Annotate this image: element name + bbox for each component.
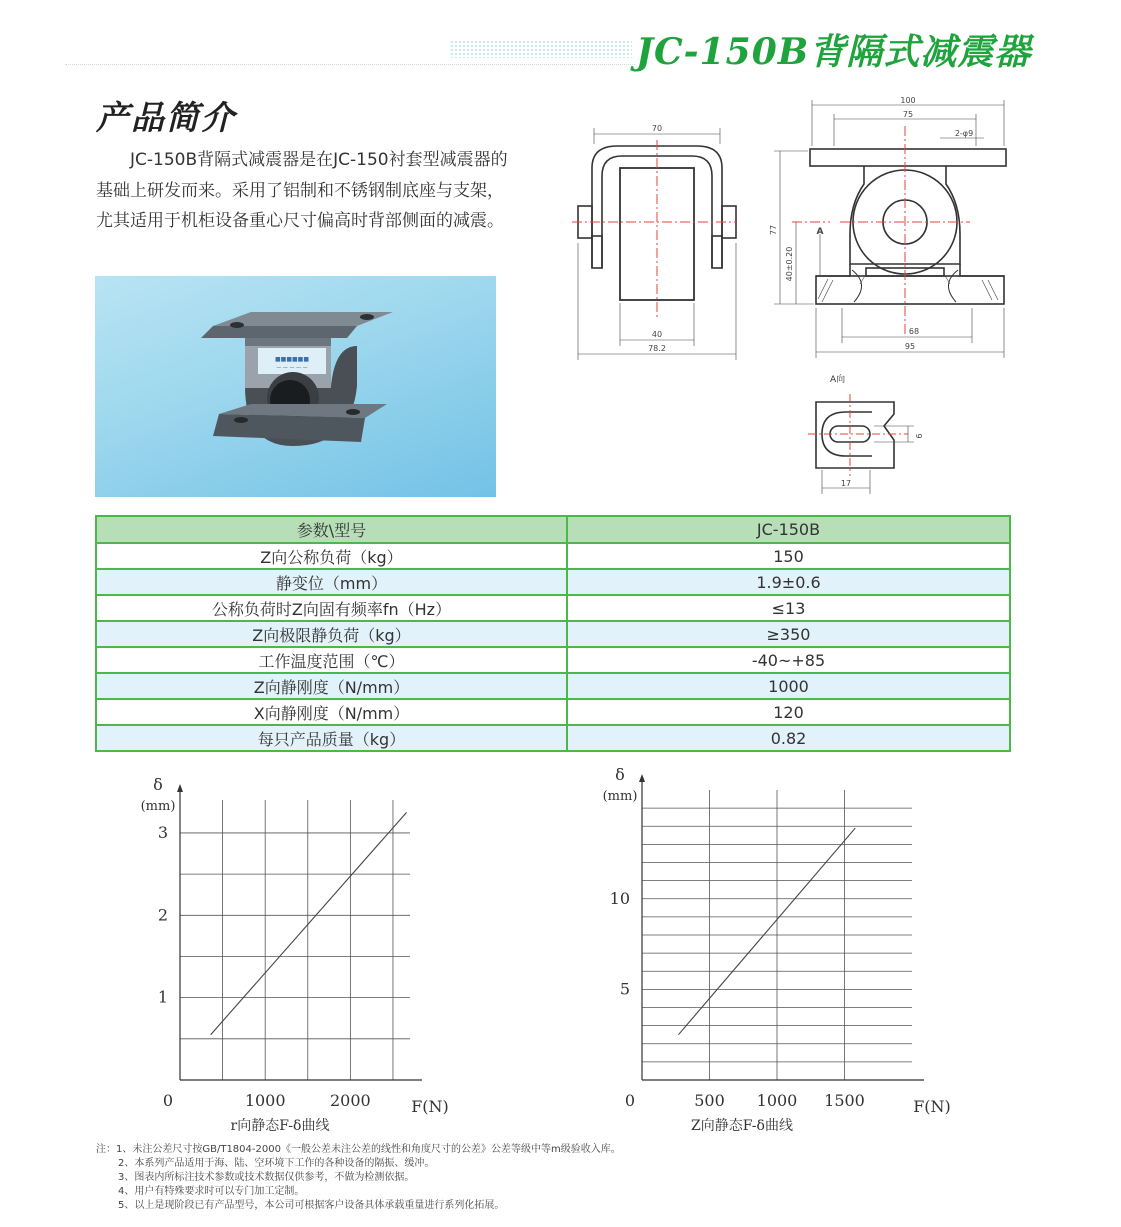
note-item: 4、用户有特殊要求时可以专门加工定制。 [118, 1186, 305, 1197]
y-axis-label: δ [615, 765, 625, 784]
x-tick-label: 500 [694, 1091, 725, 1110]
row-label: Z向公称负荷（kg） [96, 543, 567, 569]
table-row [96, 647, 1010, 673]
y-axis-arrow [177, 784, 183, 792]
row-value: 120 [567, 699, 1010, 725]
side-view-drawing [770, 94, 1015, 363]
row-value: 150 [567, 543, 1010, 569]
row-label: 工作温度范围（℃） [96, 647, 567, 673]
row-value: ≤13 [567, 595, 1010, 621]
y-tick-label: 5 [619, 979, 630, 999]
table-row [96, 569, 1010, 595]
dim-detail-width: 17 [840, 479, 852, 488]
graph-z-direction-svg [590, 765, 970, 1140]
dim-front-bottom-inner: 40 [651, 330, 663, 339]
chart-caption: r向静态F-δ曲线 [230, 1118, 330, 1134]
y-tick-label: 3 [157, 822, 168, 842]
row-label: Z向静刚度（N/mm） [96, 673, 567, 699]
dim-side-center: 40±0.20 [785, 246, 794, 282]
y-axis-unit: (mm) [602, 789, 638, 804]
x-tick-label: 0 [624, 1091, 636, 1110]
note-item: 5、以上是现阶段已有产品型号，本公司可根据客户设备具体承载重量进行系列化拓展。 [118, 1200, 505, 1211]
graph-r-direction [128, 770, 468, 1144]
product-photo-illustration [95, 276, 496, 497]
x-tick-label: 1000 [756, 1091, 798, 1110]
graph-r-direction-svg [128, 770, 468, 1140]
header-divider [65, 64, 635, 65]
x-tick-label: 2000 [330, 1091, 371, 1110]
y-tick-label: 1 [157, 987, 168, 1007]
series-line [211, 812, 407, 1034]
dim-front-top: 70 [651, 124, 663, 133]
product-photo [95, 276, 496, 497]
intro-heading: 产品简介 [96, 98, 236, 137]
row-value: 1000 [567, 673, 1010, 699]
intro-body: JC-150B背隔式减震器是在JC-150衬套型减震器的基础上研发而来。采用了铝制和不锈钢制底座与支架，尤其适用于机柜设备重心尺寸偏高时背部侧面的减震。 [96, 150, 508, 231]
spec-table [95, 515, 1011, 752]
svg-text:— — — — —: — — — — — [276, 365, 308, 371]
dim-side-top-inner: 75 [902, 110, 914, 119]
dim-side-bottom-inner: 68 [908, 327, 920, 336]
notes [96, 1143, 1096, 1213]
chart-caption: Z向静态F-δ曲线 [691, 1118, 793, 1134]
y-axis-label: δ [153, 775, 163, 794]
page-title: JC-150B背隔式减震器 [636, 31, 1032, 73]
series-line [678, 828, 855, 1035]
dim-side-bottom-outer: 95 [904, 342, 916, 351]
table-header-model: JC-150B [567, 516, 1010, 543]
note-item: 3、图表内所标注技术参数或技术数据仅供参考，不做为检测依据。 [118, 1172, 415, 1183]
table-header-param: 参数\型号 [96, 516, 567, 543]
note-item: 2、本系列产品适用于海、陆、空环境下工作的各种设备的隔振、缓冲。 [118, 1158, 435, 1169]
table-row [96, 673, 1010, 699]
row-label: 静变位（mm） [96, 569, 567, 595]
svg-text:■■■■■■: ■■■■■■ [274, 356, 310, 363]
row-label: 每只产品质量（kg） [96, 725, 567, 751]
table-row [96, 621, 1010, 647]
y-tick-label: 2 [157, 905, 168, 925]
detail-a-drawing [808, 366, 923, 500]
header-decoration [450, 40, 632, 58]
table-header-row [96, 516, 1010, 543]
front-view-drawing [572, 118, 737, 367]
table-row [96, 725, 1010, 751]
dim-side-holes: 2-φ9 [954, 129, 974, 138]
detail-label: A向 [830, 375, 846, 385]
table-row [96, 543, 1010, 569]
row-value: 0.82 [567, 725, 1010, 751]
note-item: 注：1、未注公差尺寸按GB/T1804-2000《一般公差未注公差的线性和角度尺寸的公差》公差等级中等m级验收入库。 [96, 1144, 621, 1155]
x-tick-label: 1500 [824, 1091, 865, 1110]
table-row [96, 699, 1010, 725]
x-axis-label: F(N) [411, 1097, 449, 1116]
dim-detail-height: 9 [914, 433, 923, 439]
row-label: 公称负荷时Z向固有频率fn（Hz） [96, 595, 567, 621]
section-mark: A [816, 227, 824, 237]
x-tick-label: 1000 [244, 1091, 286, 1110]
dim-front-bottom-outer: 78.2 [648, 344, 666, 353]
dim-side-height: 77 [769, 224, 778, 236]
graph-z-direction [590, 765, 970, 1144]
table-row [96, 595, 1010, 621]
row-value: 1.9±0.6 [567, 569, 1010, 595]
dim-side-top-outer: 100 [900, 96, 916, 105]
row-value: ≥350 [567, 621, 1010, 647]
y-axis-arrow [639, 774, 645, 782]
row-label: Z向极限静负荷（kg） [96, 621, 567, 647]
x-tick-label: 0 [162, 1091, 174, 1110]
row-value: -40~+85 [567, 647, 1010, 673]
y-axis-unit: (mm) [140, 799, 176, 814]
y-tick-label: 10 [609, 888, 630, 908]
row-label: X向静刚度（N/mm） [96, 699, 567, 725]
x-axis-label: F(N) [913, 1097, 951, 1116]
